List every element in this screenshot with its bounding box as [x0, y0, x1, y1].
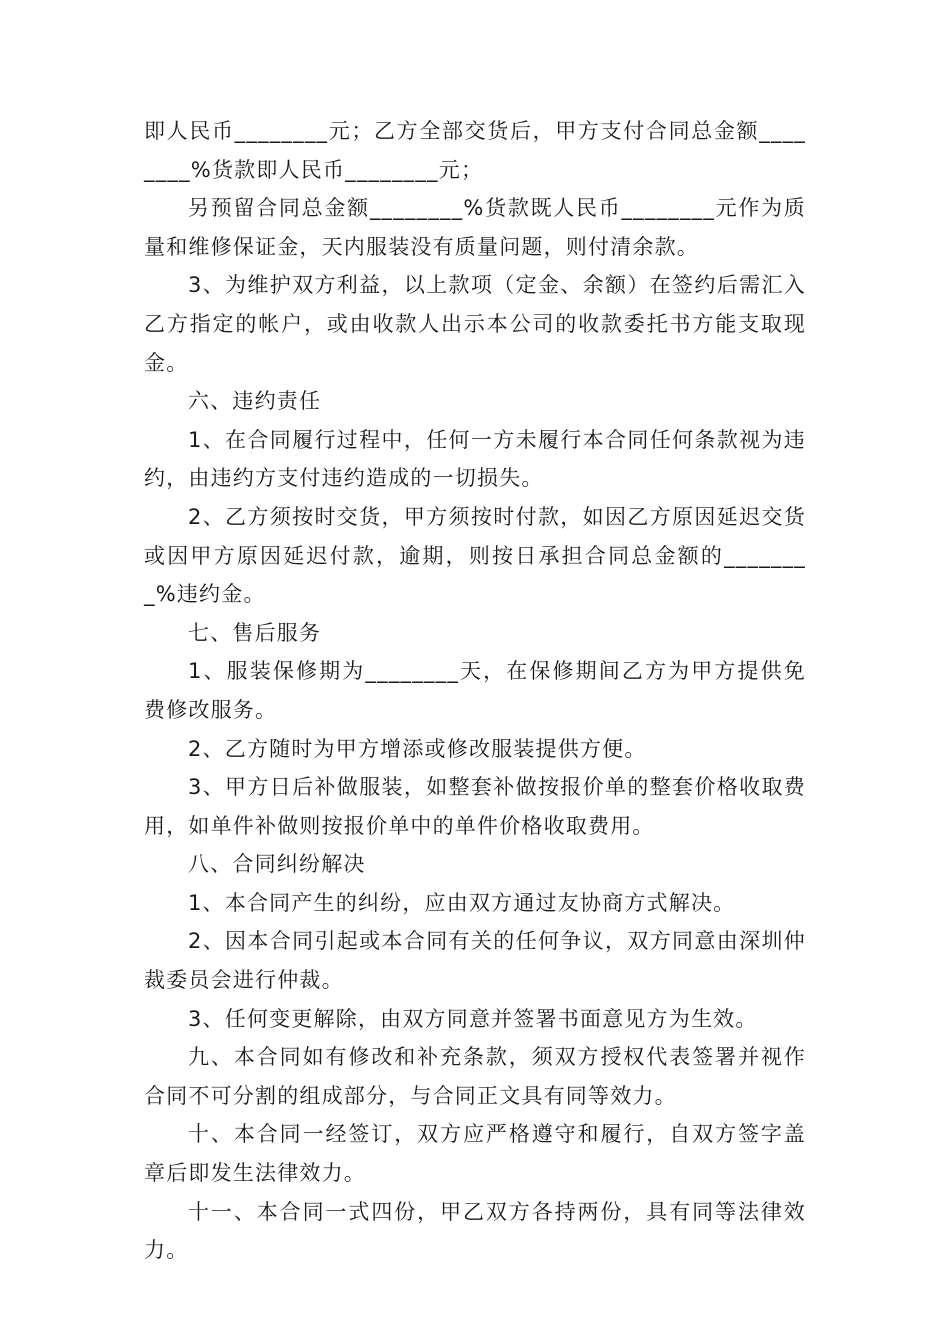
paragraph-payment-account: 3、为维护双方利益，以上款项（定金、余额）在签约后需汇入乙方指定的帐户，或由收款人出示本公司的收款委托书方能支取现金。	[144, 273, 806, 375]
paragraph-dispute-3: 3、任何变更解除，由双方同意并签署书面意见方为生效。	[188, 1006, 758, 1031]
paragraph-dispute-2: 2、因本合同引起或本合同有关的任何争议，双方同意由深圳仲裁委员会进行仲裁。	[144, 929, 806, 993]
section-heading-breach: 六、违约责任	[188, 389, 322, 414]
paragraph-breach-1: 1、在合同履行过程中，任何一方未履行本合同任何条款视为违约，由违约方支付违约造成的一切损失。	[144, 427, 806, 491]
paragraph-payment-balance: 即人民币________元；乙方全部交货后，甲方支付合同总金额________%货款即人民币________元；	[144, 119, 806, 182]
paragraph-after-sales-2: 2、乙方随时为甲方增添或修改服装提供方便。	[188, 736, 647, 761]
paragraph-dispute-1: 1、本合同产生的纠纷，应由双方通过友协商方式解决。	[188, 890, 736, 915]
paragraph-clause-11: 十一、本合同一式四份，甲乙双方各持两份，具有同等法律效力。	[144, 1199, 806, 1263]
section-heading-dispute: 八、合同纠纷解决	[188, 852, 366, 877]
document-page	[144, 112, 806, 1270]
paragraph-warranty-deposit: 另预留合同总金额________%货款既人民币________元作为质量和维修保证金，天内服装没有质量问题，则付清余款。	[144, 196, 806, 259]
paragraph-clause-10: 十、本合同一经签订，双方应严格遵守和履行，自双方签字盖章后即发生法律效力。	[144, 1122, 806, 1186]
paragraph-after-sales-1: 1、服装保修期为________天，在保修期间乙方为甲方提供免费修改服务。	[144, 659, 806, 722]
section-heading-after-sales: 七、售后服务	[188, 620, 322, 645]
paragraph-breach-2: 2、乙方须按时交货，甲方须按时付款，如因乙方原因延迟交货或因甲方原因延迟付款，逾期，则按日承担合同总金额的________%违约金。	[144, 504, 806, 607]
paragraph-after-sales-3: 3、甲方日后补做服装，如整套补做按报价单的整套价格收取费用，如单件补做则按报价单中的单件价格收取费用。	[144, 775, 806, 838]
paragraph-clause-9: 九、本合同如有修改和补充条款，须双方授权代表签署并视作合同不可分割的组成部分，与合同正文具有同等效力。	[144, 1045, 806, 1108]
